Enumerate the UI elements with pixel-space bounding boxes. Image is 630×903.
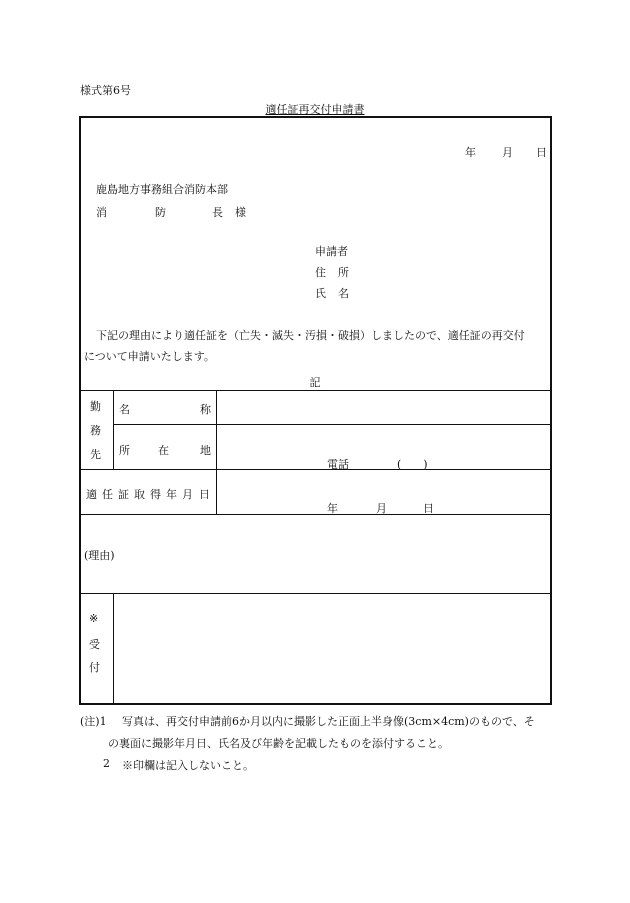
- rule-reception-col: [113, 593, 114, 704]
- document-title: 適任証再交付申請書: [265, 103, 365, 116]
- workplace-label-char: 勤: [90, 400, 101, 413]
- rule-below-workplace: [80, 469, 551, 470]
- addressee-organization: 鹿島地方事務組合消防本部: [96, 183, 228, 196]
- statement-line-2: について申請いたします。: [84, 350, 215, 363]
- rule-above-workplace: [80, 390, 551, 391]
- applicant-address-label-char: 住: [315, 266, 326, 279]
- acquired-day-label: 日: [423, 502, 434, 515]
- phone-parentheses: ( ): [397, 458, 428, 471]
- addressee-title-char: 長: [212, 206, 223, 219]
- note-1-line-1: 写真は、再交付申請前6か月以内に撮影した正面上半身像(3cm×4cm)のもので、そ: [122, 715, 535, 728]
- applicant-name-label-char: 名: [338, 287, 349, 300]
- note-1-line-2: の裏面に撮影年月日、氏名及び年齢を記載したものを添付すること。: [108, 737, 449, 750]
- applicant-heading: 申請者: [315, 245, 348, 258]
- acquired-label-char: 月: [182, 488, 193, 501]
- reception-label-char: ※: [89, 612, 99, 625]
- acquired-label-char: 取: [134, 488, 145, 501]
- acquired-year-label: 年: [327, 502, 338, 515]
- note-prefix: (注)1: [80, 715, 107, 728]
- note-2-number: 2: [103, 757, 110, 770]
- workplace-location-label-char: 地: [200, 444, 211, 457]
- acquired-label-char: 任: [102, 488, 113, 501]
- note-2-text: ※印欄は記入しないこと。: [122, 759, 254, 772]
- rule-below-acquired: [80, 514, 551, 515]
- reception-label-char: 受: [89, 638, 100, 651]
- workplace-location-label-char: 在: [158, 444, 169, 457]
- acquired-label-char: 得: [150, 488, 161, 501]
- workplace-label-char: 務: [90, 424, 101, 437]
- addressee-title-char: 様: [235, 206, 246, 219]
- application-form-frame: [79, 116, 552, 705]
- rule-label-col: [216, 390, 217, 514]
- addressee-title-char: 防: [155, 206, 166, 219]
- rule-between-name-location: [114, 424, 551, 425]
- addressee-title-char: 消: [96, 206, 107, 219]
- workplace-name-label-char: 称: [200, 403, 211, 416]
- reception-label-char: 付: [89, 661, 100, 674]
- date-year-label: 年: [465, 146, 476, 159]
- acquired-label-char: 年: [166, 488, 177, 501]
- ki-heading: 記: [309, 376, 321, 389]
- statement-line-1: 下記の理由により適任証を（亡失・滅失・汚損・破損）しましたので、適任証の再交付: [96, 329, 525, 342]
- phone-label: 電話: [327, 458, 349, 471]
- workplace-label-char: 先: [90, 448, 101, 461]
- acquired-label-char: 適: [86, 488, 97, 501]
- date-day-label: 日: [536, 146, 547, 159]
- date-month-label: 月: [502, 146, 513, 159]
- reason-label: (理由): [84, 549, 115, 562]
- form-number: 様式第6号: [80, 84, 131, 97]
- acquired-label-char: 日: [199, 488, 210, 501]
- rule-workplace-col: [113, 390, 114, 469]
- applicant-name-label-char: 氏: [315, 287, 326, 300]
- acquired-label-char: 証: [118, 488, 129, 501]
- acquired-month-label: 月: [376, 502, 387, 515]
- rule-below-reason: [80, 593, 551, 594]
- applicant-address-label-char: 所: [338, 266, 349, 279]
- workplace-name-label-char: 名: [119, 403, 130, 416]
- workplace-location-label-char: 所: [119, 444, 130, 457]
